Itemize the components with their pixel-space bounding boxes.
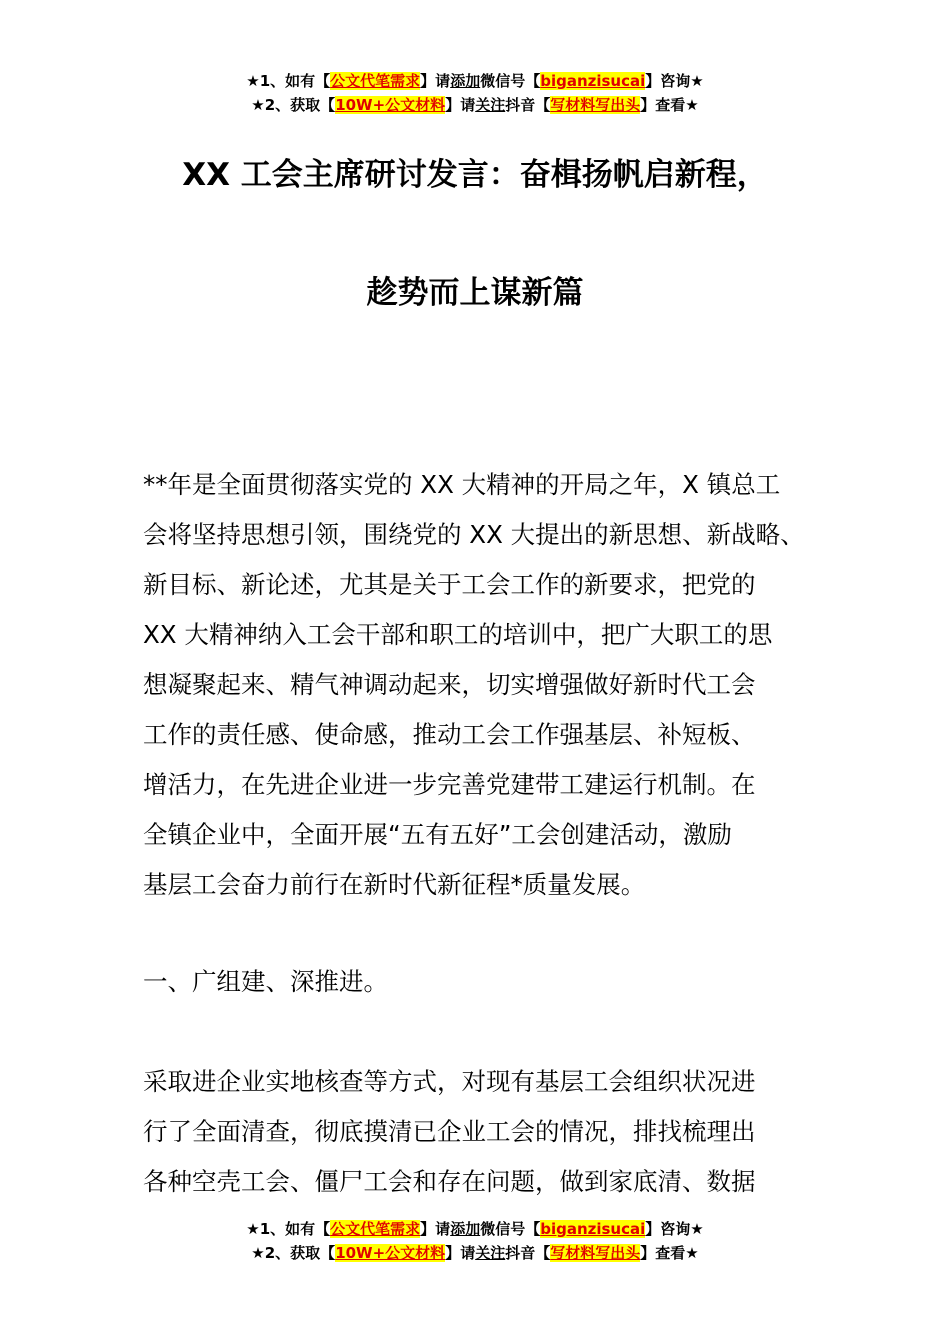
- footer-line-1-mid2: 微信号【: [480, 1220, 541, 1238]
- banner-line-2: [0, 93, 950, 117]
- paragraph-line: 增活力，在先进企业进一步完善党建带工建运行机制。在: [143, 770, 756, 799]
- banner-line-1-suffix: 】咨询★: [645, 72, 704, 90]
- paragraph-line: 各种空壳工会、僵尸工会和存在问题，做到家底清、数据: [143, 1167, 756, 1196]
- footer-banner-line-2: [0, 1241, 950, 1265]
- paragraph-line: **年是全面贯彻落实党的 XX 大精神的开局之年，X 镇总工: [143, 470, 781, 499]
- footer-line-2-mid: 】请: [445, 1244, 476, 1262]
- footer-line-1-highlight-wechat: biganzisucai: [540, 1220, 646, 1238]
- paragraph-line: 行了全面清查，彻底摸清已企业工会的情况，排找梳理出: [143, 1117, 756, 1146]
- footer-banner-line-1: [0, 1217, 950, 1241]
- banner-line-1-mid: 】请: [420, 72, 451, 90]
- footer-banner: [0, 1217, 950, 1265]
- paragraph-line: XX 大精神纳入工会干部和职工的培训中，把广大职工的思: [143, 620, 773, 649]
- footer-line-2-suffix: 】查看★: [640, 1244, 699, 1262]
- paragraph-line: 全镇企业中，全面开展“五有五好”工会创建活动，激励: [143, 820, 732, 849]
- footer-line-2-highlight-materials: 10W+公文材料: [335, 1244, 446, 1262]
- banner-line-2-mid2: 抖音【: [505, 96, 551, 114]
- banner-line-2-mid: 】请: [445, 96, 476, 114]
- paragraph-intro: [143, 460, 823, 910]
- banner-line-1-highlight-service: 公文代笔需求: [330, 72, 421, 90]
- banner-line-2-prefix: ★2、获取【: [251, 96, 336, 114]
- banner-line-1-mid2: 微信号【: [480, 72, 541, 90]
- footer-line-1-emphasis: 添加: [450, 1220, 481, 1238]
- document-title-line-1: XX 工会主席研讨发言：奋楫扬帆启新程，: [182, 157, 768, 193]
- paragraph-line: 想凝聚起来、精气神调动起来，切实增强做好新时代工会: [143, 670, 756, 699]
- paragraph-line: 新目标、新论述，尤其是关于工会工作的新要求，把党的: [143, 570, 756, 599]
- document-title-line-2: 趁势而上谋新篇: [366, 275, 584, 311]
- section-heading-text: 一、广组建、深推进。: [143, 967, 388, 996]
- header-banner: [0, 69, 950, 117]
- footer-line-1-highlight-service: 公文代笔需求: [330, 1220, 421, 1238]
- footer-line-2-highlight-douyin: 写材料写出头: [550, 1244, 641, 1262]
- banner-line-2-emphasis: 关注: [475, 96, 506, 114]
- paragraph-line: 会将坚持思想引领，围绕党的 XX 大提出的新思想、新战略、: [143, 520, 805, 549]
- footer-line-1-mid: 】请: [420, 1220, 451, 1238]
- banner-line-2-highlight-materials: 10W+公文材料: [335, 96, 446, 114]
- banner-line-2-highlight-douyin: 写材料写出头: [550, 96, 641, 114]
- paragraph-line: 采取进企业实地核查等方式，对现有基层工会组织状况进: [143, 1067, 756, 1096]
- footer-line-2-prefix: ★2、获取【: [251, 1244, 336, 1262]
- paragraph-section-1: [143, 1057, 823, 1207]
- banner-line-2-suffix: 】查看★: [640, 96, 699, 114]
- footer-line-2-emphasis: 关注: [475, 1244, 506, 1262]
- footer-line-2-mid2: 抖音【: [505, 1244, 551, 1262]
- footer-line-1-prefix: ★1、如有【: [246, 1220, 331, 1238]
- footer-line-1-suffix: 】咨询★: [645, 1220, 704, 1238]
- section-heading-1: [143, 957, 823, 1007]
- banner-line-1-highlight-wechat: biganzisucai: [540, 72, 646, 90]
- banner-line-1-emphasis: 添加: [450, 72, 481, 90]
- paragraph-line: 基层工会奋力前行在新时代新征程*质量发展。: [143, 870, 646, 899]
- banner-line-1-prefix: ★1、如有【: [246, 72, 331, 90]
- banner-line-1: [0, 69, 950, 93]
- paragraph-line: 工作的责任感、使命感，推动工会工作强基层、补短板、: [143, 720, 756, 749]
